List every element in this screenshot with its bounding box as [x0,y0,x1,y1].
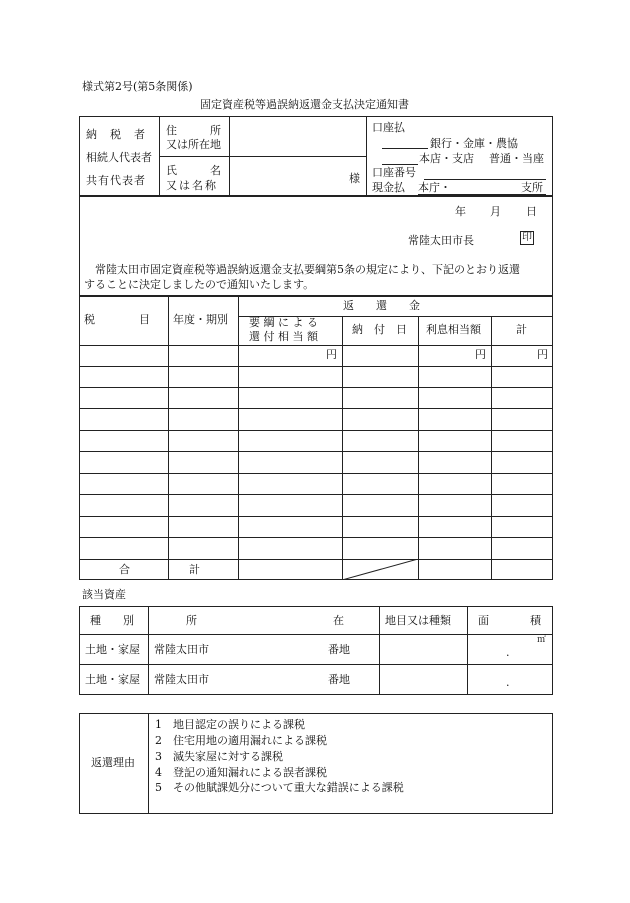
issuer: 常陸太田市長 [408,234,474,247]
cash-branch: 支所 [521,181,543,194]
property-city: 常陸太田市 [154,673,209,686]
notice-body-2: することに決定しましたので通知いたします。 [84,278,315,291]
unit-area: ㎡ [537,635,547,645]
header-interest: 利息相当額 [426,323,481,336]
property-area-dot: . [506,676,510,689]
name-label: 氏 名 [166,164,221,177]
form-title: 固定資産税等過誤納返還金支払決定通知書 [200,98,409,111]
header-refund: 返 還 金 [343,299,420,312]
total-label-1: 合 [119,563,130,576]
total-label-2: 計 [189,563,200,576]
account-number-label: 口座番号 [372,166,416,179]
date-year: 年 [455,205,466,218]
name-label-2: 又は名称 [166,179,218,192]
header-location-1: 所 [186,614,197,627]
cash-office: 本庁・ [418,181,451,194]
property-type: 土地・家屋 [85,673,140,686]
account-type: 普通・当座 [489,152,544,165]
header-area-1: 面 [478,614,489,627]
header-period: 年度・期別 [173,313,228,326]
account-payment-label: 口座払 [372,121,405,134]
role-co-owner: 共有代表者 [86,174,146,187]
address-label-2: 又は所在地 [166,138,221,151]
reason-item: 3 滅失家屋に対する課税 [155,750,283,763]
date-month: 月 [490,205,501,218]
property-area-dot: . [506,646,510,659]
property-section-label: 該当資産 [82,588,126,601]
reason-item: 5 その他賦課処分について重大な錯誤による課税 [155,781,404,794]
header-location-2: 在 [333,614,344,627]
header-tax: 税 目 [84,313,150,326]
reason-box [79,713,553,814]
paid-date-total-diagonal [342,559,419,580]
cash-payment-label: 現金払 [372,181,405,194]
property-city: 常陸太田市 [154,643,209,656]
branch-type: 本店・支店 [419,152,474,165]
property-type: 土地・家屋 [85,643,140,656]
bank-type: 銀行・金庫・農協 [430,137,518,150]
notice-body-1: 常陸太田市固定資産税等過誤納返還金支払要綱第5条の規定により、下記のとおり返還 [95,263,520,276]
property-lot: 番地 [328,673,350,686]
property-lot: 番地 [328,643,350,656]
address-label: 住 所 [166,124,221,137]
header-paid-date: 納 付 日 [352,323,407,336]
unit-yen-total: 円 [537,348,548,361]
header-total: 計 [516,323,527,336]
reason-label: 返還理由 [91,756,135,769]
role-heir-representative: 相続人代表者 [86,151,152,164]
date-day: 日 [526,205,537,218]
reason-item: 4 登記の通知漏れによる誤者課税 [155,766,327,779]
header-equivalent-1: 要 綱 に よ る [249,316,318,329]
role-taxpayer: 納 税 者 [86,128,146,141]
name-field[interactable] [231,158,346,194]
address-field[interactable] [231,118,363,154]
reason-item: 1 地目認定の誤りによる課税 [155,718,305,731]
unit-yen-refund: 円 [326,348,337,361]
honorific: 様 [349,172,360,185]
seal-stamp: 印 [522,232,532,243]
reason-item: 2 住宅用地の適用漏れによる課税 [155,734,327,747]
unit-yen-interest: 円 [475,348,486,361]
header-equivalent-2: 還 付 相 当 額 [249,330,318,343]
header-type: 種 別 [90,614,134,627]
form-number: 様式第2号(第5条関係) [82,80,193,93]
header-area-2: 積 [530,614,541,627]
header-land-category: 地目又は種類 [385,614,451,627]
